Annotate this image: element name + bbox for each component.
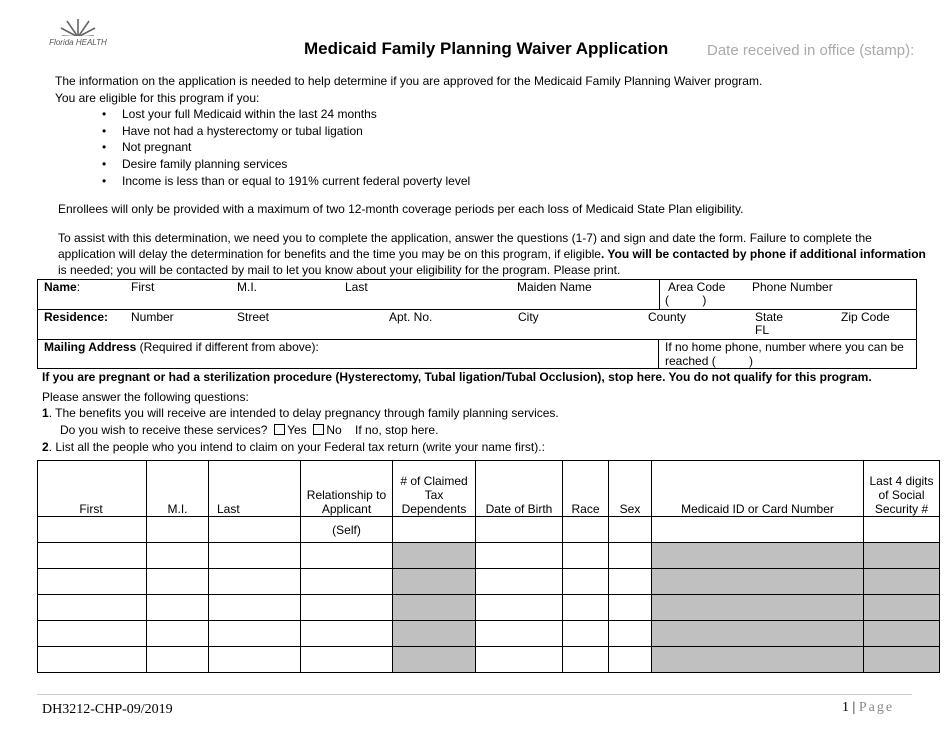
table-header-row xyxy=(38,461,940,517)
col-ssn: Last 4 digits of Social Security # xyxy=(864,461,940,517)
name-mi-field[interactable]: M.I. xyxy=(237,280,257,294)
applicant-info-box xyxy=(37,279,917,369)
residence-city-field[interactable]: City xyxy=(518,310,539,324)
table-row xyxy=(38,647,940,673)
cell-input[interactable] xyxy=(476,543,563,569)
list-item: • Desire family planning services xyxy=(102,156,470,173)
maiden-name-field[interactable]: Maiden Name xyxy=(517,280,592,294)
cell-shaded xyxy=(393,621,476,647)
cell-input[interactable] xyxy=(209,621,301,647)
cell-input[interactable] xyxy=(301,647,393,673)
cell-input[interactable] xyxy=(476,621,563,647)
residence-zip-field[interactable]: Zip Code xyxy=(841,310,890,324)
area-code-parens: ( ) xyxy=(665,293,707,307)
cell-input[interactable] xyxy=(38,647,147,673)
list-item: • Have not had a hysterectomy or tubal ligation xyxy=(102,123,470,140)
table-row xyxy=(38,595,940,621)
cell-shaded xyxy=(393,569,476,595)
intro-line-1: The information on the application is needed to help determine if you are approved for the Medicaid Family Planning Waiver program. xyxy=(55,74,763,88)
cell-input[interactable] xyxy=(476,517,563,543)
name-first-field[interactable]: First xyxy=(131,280,155,294)
household-table xyxy=(37,460,940,673)
cell-input[interactable] xyxy=(38,543,147,569)
cell-input[interactable] xyxy=(147,647,209,673)
residence-apt-field[interactable]: Apt. No. xyxy=(389,310,433,324)
residence-state-value: FL xyxy=(755,323,770,337)
col-first: First xyxy=(38,461,147,517)
residence-county-field[interactable]: County xyxy=(648,310,687,324)
cell-input[interactable] xyxy=(563,543,609,569)
col-last: Last xyxy=(209,461,301,517)
assist-line-2a: application will delay the determination for benefits and the time you may be on this program, if eligible xyxy=(58,247,601,261)
phone-number-field[interactable]: Phone Number xyxy=(752,280,833,294)
cell-input[interactable] xyxy=(301,543,393,569)
assist-line-2b: . You will be contacted by phone if additional information xyxy=(600,247,926,261)
checkbox-icon xyxy=(313,424,324,435)
col-medicaid-id: Medicaid ID or Card Number xyxy=(652,461,864,517)
table-row xyxy=(38,543,940,569)
form-title: Medicaid Family Planning Waiver Application xyxy=(304,39,669,58)
col-relationship: Relationship to Applicant xyxy=(301,461,393,517)
col-sex: Sex xyxy=(609,461,652,517)
name-last-field[interactable]: Last xyxy=(345,280,368,294)
cell-input[interactable] xyxy=(563,517,609,543)
cell-shaded xyxy=(864,595,940,621)
cell-shaded xyxy=(864,569,940,595)
cell-input[interactable] xyxy=(563,621,609,647)
question-2: 2. List all the people who you intend to claim on your Federal tax return (write your name first).: xyxy=(42,440,545,454)
list-item: • Lost your full Medicaid within the last 24 months xyxy=(102,106,470,123)
residence-number-field[interactable]: Number xyxy=(131,310,174,324)
cell-shaded xyxy=(652,569,864,595)
form-code: DH3212-CHP-09/2019 xyxy=(42,702,173,717)
list-item: • Income is less than or equal to 191% current federal poverty level xyxy=(102,173,470,190)
disqualification-warning: If you are pregnant or had a sterilization procedure (Hysterectomy, Tubal ligation/Tubal Occlusion), stop here. You do not qualify for this program. xyxy=(42,370,872,384)
cell-shaded xyxy=(393,647,476,673)
table-row xyxy=(38,621,940,647)
cell-shaded xyxy=(393,543,476,569)
cell-input[interactable] xyxy=(301,621,393,647)
assist-line-3: is needed; you will be contacted by mail to let you know about your eligibility for the program. Please print. xyxy=(58,263,621,277)
cell-input[interactable] xyxy=(209,647,301,673)
cell-input[interactable] xyxy=(609,621,652,647)
cell-shaded xyxy=(652,647,864,673)
cell-shaded xyxy=(652,621,864,647)
page-indicator: 1 | Page xyxy=(842,700,895,715)
cell-input[interactable] xyxy=(209,569,301,595)
cell-input[interactable] xyxy=(38,569,147,595)
questions-intro: Please answer the following questions: xyxy=(42,390,249,404)
cell-input[interactable] xyxy=(609,595,652,621)
cell-input[interactable] xyxy=(301,595,393,621)
mailing-address-field[interactable]: Mailing Address (Required if different from above): xyxy=(44,340,319,354)
cell-input[interactable] xyxy=(147,595,209,621)
logo-text: Florida HEALTH xyxy=(49,38,107,47)
col-race: Race xyxy=(563,461,609,517)
alt-phone-label: If no home phone, number where you can be xyxy=(665,340,904,354)
name-label: Name: xyxy=(44,280,81,294)
footer-divider xyxy=(37,694,912,695)
question-1-answer: Do you wish to receive these services? Yes No If no, stop here. xyxy=(60,423,439,437)
table-row xyxy=(38,569,940,595)
cell-input[interactable] xyxy=(147,543,209,569)
cell-shaded xyxy=(393,595,476,621)
cell-input[interactable] xyxy=(38,595,147,621)
cell-shaded xyxy=(652,543,864,569)
question-1: 1. The benefits you will receive are intended to delay pregnancy through family planning services. xyxy=(42,406,559,420)
cell-input[interactable] xyxy=(147,517,209,543)
yes-checkbox[interactable]: Yes xyxy=(274,423,307,437)
cell-input[interactable] xyxy=(864,517,940,543)
area-code-field[interactable]: Area Code xyxy=(668,280,726,294)
alt-phone-field[interactable]: reached ( ) xyxy=(665,354,754,368)
cell-input[interactable] xyxy=(609,647,652,673)
cell-input[interactable] xyxy=(393,517,476,543)
residence-label: Residence: xyxy=(44,310,109,324)
cell-input[interactable] xyxy=(209,595,301,621)
cell-input[interactable] xyxy=(38,621,147,647)
cell-input[interactable] xyxy=(209,517,301,543)
table-row xyxy=(38,517,940,543)
no-checkbox[interactable]: No xyxy=(313,423,341,437)
cell-input[interactable] xyxy=(38,517,147,543)
cell-input[interactable] xyxy=(476,569,563,595)
cell-input[interactable] xyxy=(476,595,563,621)
col-mi: M.I. xyxy=(147,461,209,517)
cell-input[interactable] xyxy=(476,647,563,673)
cell-input[interactable] xyxy=(301,569,393,595)
checkbox-icon xyxy=(274,424,285,435)
cell-input[interactable] xyxy=(652,517,864,543)
stamp-label: Date received in office (stamp): xyxy=(707,42,915,59)
cell-input[interactable] xyxy=(563,647,609,673)
residence-street-field[interactable]: Street xyxy=(237,310,270,324)
assist-line-1: To assist with this determination, we need you to complete the application, answer the questions (1-7) and sign and date the form. Failure to complete the xyxy=(58,231,872,245)
residence-state-field[interactable]: State xyxy=(755,310,784,324)
cell-input[interactable] xyxy=(209,543,301,569)
cell-shaded xyxy=(864,621,940,647)
col-dependents: # of Claimed Tax Dependents xyxy=(393,461,476,517)
cell-input[interactable] xyxy=(147,569,209,595)
cell-input[interactable] xyxy=(147,621,209,647)
cell-shaded xyxy=(652,595,864,621)
florida-health-logo xyxy=(49,17,107,55)
eligibility-list xyxy=(102,106,470,189)
cell-input[interactable] xyxy=(563,569,609,595)
enrollees-note: Enrollees will only be provided with a maximum of two 12-month coverage periods per each loss of Medicaid State Plan eligibility. xyxy=(58,202,744,216)
col-dob: Date of Birth xyxy=(476,461,563,517)
cell-input[interactable] xyxy=(563,595,609,621)
cell-input[interactable] xyxy=(609,517,652,543)
cell-input[interactable] xyxy=(609,543,652,569)
intro-line-2: You are eligible for this program if you: xyxy=(55,91,260,105)
cell-shaded xyxy=(864,543,940,569)
self-label: (Self) xyxy=(301,517,393,543)
cell-input[interactable] xyxy=(609,569,652,595)
cell-shaded xyxy=(864,647,940,673)
assist-paragraph xyxy=(58,230,926,278)
list-item: • Not pregnant xyxy=(102,139,470,156)
